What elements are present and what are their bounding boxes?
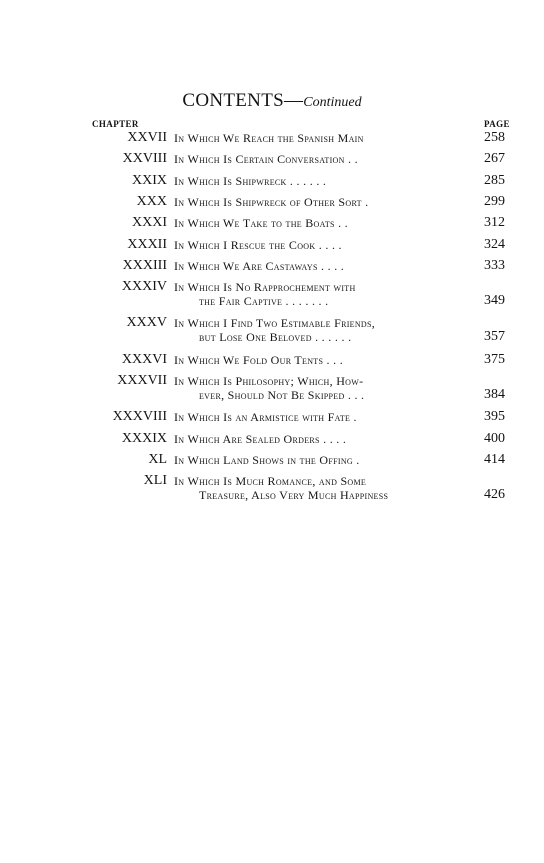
chapter-title-continuation: but Lose One Beloved . . . . . . xyxy=(199,329,352,344)
chapter-title-continuation: the Fair Captive . . . . . . . xyxy=(199,293,329,308)
chapter-number: XXXI xyxy=(132,215,167,231)
page-number: 312 xyxy=(484,215,505,231)
page-number: 258 xyxy=(484,130,505,145)
chapter-title-continuation: Treasure, Also Very Much Happiness xyxy=(199,487,389,502)
page-number: 299 xyxy=(484,193,505,209)
page-number: 414 xyxy=(484,451,505,467)
chapter-title: In Which We Fold Our Tents . . . xyxy=(174,352,344,367)
page-number: 267 xyxy=(484,151,505,167)
page-number: 324 xyxy=(484,236,505,252)
title-main: CONTENTS— xyxy=(182,90,304,111)
chapter-number: XL xyxy=(148,451,167,467)
chapter-number: XXXV xyxy=(126,315,167,331)
page-number: 384 xyxy=(484,386,505,402)
chapter-number: XXXIV xyxy=(121,279,167,295)
chapter-number: XXX xyxy=(136,193,167,209)
chapter-number: XXVIII xyxy=(122,151,167,167)
chapter-title: In Which Is Philosophy; Which, How- xyxy=(174,374,364,388)
chapter-title-continuation: ever, Should Not Be Skipped . . . xyxy=(199,387,365,402)
page-number: 395 xyxy=(484,409,505,425)
chapter-column-header: CHAPTER xyxy=(92,119,139,129)
chapter-number: XXIX xyxy=(132,172,167,188)
chapter-title: In Which Is an Armistice with Fate . xyxy=(174,410,357,425)
chapter-title: In Which Is Shipwreck of Other Sort . xyxy=(174,194,369,209)
page-number: 333 xyxy=(484,257,505,273)
chapter-title: In Which I Find Two Estimable Friends, xyxy=(174,316,376,331)
chapter-title: In Which Are Sealed Orders . . . . xyxy=(174,431,347,446)
chapter-title: In Which We Are Castaways . . . . xyxy=(174,258,345,273)
page-column-header: PAGE xyxy=(484,119,510,129)
chapter-title: In Which Is Certain Conversation . . xyxy=(174,152,358,167)
title-continued: Continued xyxy=(303,95,362,110)
chapter-number: XXXVI xyxy=(121,351,167,367)
chapter-title: In Which Is No Rapprochement with xyxy=(174,280,356,295)
chapter-number: XXXII xyxy=(127,236,167,252)
chapter-number: XXXIII xyxy=(122,257,167,273)
chapter-title: In Which I Rescue the Cook . . . . xyxy=(174,237,342,252)
chapter-title: In Which We Reach the Spanish Main xyxy=(174,131,364,145)
page-title xyxy=(0,90,544,112)
page-number: 285 xyxy=(484,172,505,188)
chapter-number: XXXIX xyxy=(121,430,167,446)
chapter-number: XXVII xyxy=(127,130,167,145)
chapter-title: In Which Land Shows in the Offing . xyxy=(174,452,360,467)
page-number: 400 xyxy=(484,430,505,446)
page-number: 426 xyxy=(484,486,505,502)
page-number: 349 xyxy=(484,292,505,308)
chapter-title: In Which We Take to the Boats . . xyxy=(174,216,348,231)
page-number: 375 xyxy=(484,351,505,367)
chapter-number: XLI xyxy=(143,473,167,489)
page-number: 357 xyxy=(484,328,505,344)
chapter-number: XXXVII xyxy=(117,373,167,388)
chapter-title: In Which Is Shipwreck . . . . . . xyxy=(174,173,327,188)
chapter-title: In Which Is Much Romance, and Some xyxy=(174,474,367,489)
chapter-number: XXXVIII xyxy=(112,409,167,425)
